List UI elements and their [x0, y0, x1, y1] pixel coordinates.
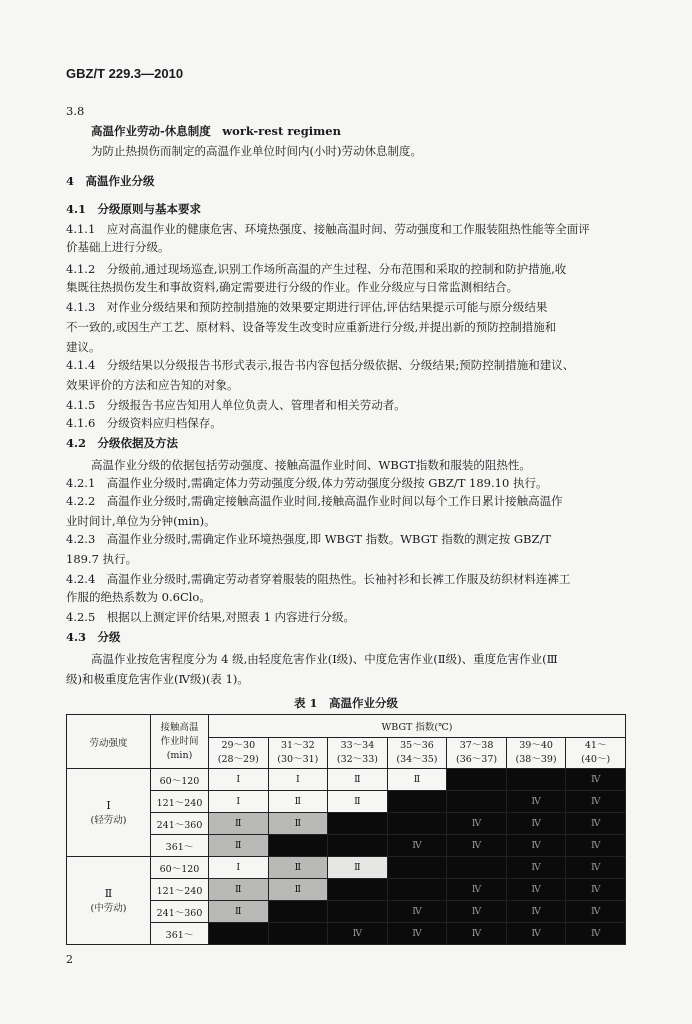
wbgt-range: 31～32: [281, 740, 315, 751]
text-line: 级)和极重度危害作业(Ⅳ级)(表 1)。: [66, 672, 249, 686]
grade-cell: Ⅳ: [387, 923, 447, 945]
table-caption: 表 1 高温作业分级: [293, 696, 398, 710]
grade-cell: [387, 857, 447, 879]
table-row: [67, 769, 626, 791]
grade-cell: Ⅳ: [447, 901, 507, 923]
page-number: 2: [66, 953, 73, 966]
grade-cell: Ⅱ: [328, 769, 388, 791]
grade-cell: Ⅳ: [447, 835, 507, 857]
header-exposure-time-line: 作业时间: [160, 735, 199, 747]
text-line: 不一致的,或因生产工艺、原材料、设备等发生改变时应重新进行分级,并提出新的预防控制措施和: [66, 320, 557, 334]
grade-cell: Ⅰ: [209, 857, 269, 879]
grade-cell: Ⅳ: [447, 923, 507, 945]
wbgt-range: 35～36: [400, 740, 434, 751]
text-line: 4.1 分级原则与基本要求: [66, 202, 202, 216]
text-line: 业时间计,单位为分钟(min)。: [66, 514, 216, 528]
text-line: 作服的绝热系数为 0.6Clo。: [66, 590, 211, 604]
wbgt-range-header: [328, 738, 388, 769]
wbgt-range-alt: (38～39): [515, 754, 557, 765]
table-row: [67, 813, 626, 835]
grade-cell: [387, 879, 447, 901]
labor-level: Ⅱ: [104, 887, 113, 900]
grade-cell: [268, 835, 328, 857]
exposure-time-cell: 361～: [151, 835, 209, 857]
text-line: 4.2.3 高温作业分级时,需确定作业环境热强度,即 WBGT 指数。WBGT 指数的测定按 GBZ/T: [66, 532, 552, 546]
text-line: 4 高温作业分级: [66, 174, 155, 188]
text-line: 高温作业按危害程度分为 4 级,由轻度危害作业(Ⅰ级)、中度危害作业(Ⅱ级)、重度危害作业(Ⅲ: [91, 652, 558, 666]
text-line: 价基础上进行分级。: [66, 240, 170, 254]
grade-cell: [328, 813, 388, 835]
wbgt-range-header: [506, 738, 566, 769]
wbgt-range: 37～38: [459, 740, 494, 751]
grade-cell: Ⅱ: [268, 879, 328, 901]
grade-cell: Ⅱ: [268, 791, 328, 813]
wbgt-range: 41～: [584, 740, 607, 751]
wbgt-range-alt: (36～37): [455, 754, 498, 765]
text-line: 4.2.2 高温作业分级时,需确定接触高温作业时间,接触高温作业时间以每个工作日累计接触高温作: [66, 494, 563, 508]
grade-cell: Ⅳ: [566, 879, 626, 901]
grade-cell: [447, 791, 507, 813]
grade-cell: Ⅰ: [209, 769, 269, 791]
table-row: [67, 901, 626, 923]
grade-cell: Ⅳ: [506, 835, 566, 857]
text-line: 189.7 执行。: [66, 552, 138, 566]
grade-cell: Ⅳ: [387, 901, 447, 923]
grade-cell: Ⅰ: [268, 769, 328, 791]
wbgt-range-alt: (30～31): [277, 754, 319, 765]
grade-cell: [447, 857, 507, 879]
table-header-row: [67, 715, 626, 738]
wbgt-range-header: [387, 738, 447, 769]
text-line: 高温作业劳动-休息制度 work-rest regimen: [91, 124, 341, 138]
labor-intensity-cell: [67, 769, 151, 857]
text-line: 4.1.2 分级前,通过现场巡查,识别工作场所高温的产生过程、分布范围和采取的控制和防护措施,收: [66, 262, 567, 276]
grade-cell: Ⅳ: [566, 857, 626, 879]
wbgt-range: 39～40: [519, 740, 553, 751]
wbgt-range: 29～30: [221, 740, 256, 751]
header-wbgt: WBGT 指数(℃): [209, 715, 626, 738]
grade-cell: Ⅳ: [387, 835, 447, 857]
text-line: 4.2.5 根据以上测定评价结果,对照表 1 内容进行分级。: [66, 610, 356, 624]
grade-cell: Ⅳ: [328, 923, 388, 945]
grade-cell: Ⅱ: [268, 813, 328, 835]
grade-cell: Ⅳ: [447, 879, 507, 901]
grade-cell: [268, 923, 328, 945]
text-line: 3.8: [66, 104, 85, 118]
wbgt-range-header: [566, 738, 626, 769]
grade-cell: Ⅱ: [328, 791, 388, 813]
wbgt-range-alt: (28～29): [217, 754, 259, 765]
table-row: [67, 879, 626, 901]
text-line: 4.1.5 分级报告书应告知用人单位负责人、管理者和相关劳动者。: [66, 398, 406, 412]
header-exposure-time-line: (min): [166, 749, 193, 761]
exposure-time-cell: 361～: [151, 923, 209, 945]
text-line: 建议。: [66, 340, 101, 354]
wbgt-range-header: [209, 738, 269, 769]
grade-cell: Ⅳ: [506, 857, 566, 879]
labor-note: (中劳动): [90, 903, 127, 914]
grade-cell: Ⅳ: [566, 835, 626, 857]
exposure-time-cell: 60～120: [151, 769, 209, 791]
grade-cell: Ⅰ: [209, 791, 269, 813]
grade-cell: [387, 791, 447, 813]
document-header: GBZ/T 229.3—2010: [66, 66, 184, 81]
exposure-time-cell: 60～120: [151, 857, 209, 879]
grade-cell: Ⅱ: [209, 879, 269, 901]
grade-cell: Ⅳ: [566, 923, 626, 945]
header-exposure-time-line: 接触高温: [160, 721, 199, 733]
table-row: [67, 791, 626, 813]
grade-cell: [268, 901, 328, 923]
grade-cell: Ⅱ: [268, 857, 328, 879]
wbgt-range: 33～34: [340, 740, 375, 751]
grade-cell: Ⅳ: [506, 813, 566, 835]
labor-note: (轻劳动): [90, 815, 127, 826]
text-line: 4.1.1 应对高温作业的健康危害、环境热强度、接触高温时间、劳动强度和工作服装阻热性能等全面评: [66, 222, 590, 236]
wbgt-range-alt: (32～33): [336, 754, 378, 765]
table-row: [67, 835, 626, 857]
wbgt-range-alt: (40～): [581, 754, 611, 765]
labor-level: Ⅰ: [106, 799, 111, 812]
text-line: 集既往热损伤发生和事故资料,确定需要进行分级的作业。作业分级应与日常监测相结合。: [66, 280, 519, 294]
grade-cell: [447, 769, 507, 791]
text-line: 4.1.4 分级结果以分级报告书形式表示,报告书内容包括分级依据、分级结果;预防控制措施和建议、: [66, 358, 575, 372]
wbgt-range-alt: (34～35): [396, 754, 438, 765]
text-line: 4.1.6 分级资料应归档保存。: [66, 416, 222, 430]
exposure-time-cell: 121～240: [151, 791, 209, 813]
table-row: [67, 923, 626, 945]
text-line: 4.2.1 高温作业分级时,需确定体力劳动强度分级,体力劳动强度分级按 GBZ/T 189.10 执行。: [66, 476, 548, 490]
exposure-time-cell: 241～360: [151, 813, 209, 835]
labor-intensity-cell: [67, 857, 151, 945]
text-line: 4.1.3 对作业分级结果和预防控制措施的效果要定期进行评估,评估结果提示可能与原分级结果: [66, 300, 548, 314]
text-line: 4.2.4 高温作业分级时,需确定劳动者穿着服装的阻热性。长袖衬衫和长裤工作服及纺织材料连裤工: [66, 572, 571, 586]
grade-cell: Ⅱ: [209, 835, 269, 857]
grade-cell: Ⅳ: [506, 879, 566, 901]
header-exposure-time: [151, 715, 209, 769]
text-line: 4.3 分级: [66, 630, 121, 644]
text-line: 为防止热损伤而制定的高温作业单位时间内(小时)劳动休息制度。: [91, 144, 422, 158]
grade-cell: [506, 769, 566, 791]
text-line: 效果评价的方法和应告知的对象。: [66, 378, 239, 392]
grade-cell: Ⅳ: [506, 901, 566, 923]
grade-cell: Ⅳ: [566, 769, 626, 791]
exposure-time-cell: 121～240: [151, 879, 209, 901]
grade-cell: Ⅱ: [328, 857, 388, 879]
text-line: 4.2 分级依据及方法: [66, 436, 179, 450]
grade-cell: Ⅱ: [387, 769, 447, 791]
grade-cell: Ⅳ: [566, 813, 626, 835]
wbgt-range-header: [268, 738, 328, 769]
grade-cell: Ⅳ: [506, 923, 566, 945]
grading-table: [66, 714, 626, 945]
grade-cell: Ⅱ: [209, 813, 269, 835]
wbgt-range-header: [447, 738, 507, 769]
grade-cell: [209, 923, 269, 945]
text-line: 高温作业分级的依据包括劳动强度、接触高温作业时间、WBGT指数和服装的阻热性。: [91, 458, 531, 472]
header-labor-intensity: 劳动强度: [67, 715, 151, 769]
table-row: [67, 857, 626, 879]
grade-cell: Ⅳ: [566, 791, 626, 813]
grade-cell: Ⅱ: [209, 901, 269, 923]
grade-cell: [328, 835, 388, 857]
grade-cell: [328, 901, 388, 923]
exposure-time-cell: 241～360: [151, 901, 209, 923]
grade-cell: [387, 813, 447, 835]
grade-cell: [328, 879, 388, 901]
grade-cell: Ⅳ: [506, 791, 566, 813]
grade-cell: Ⅳ: [566, 901, 626, 923]
grade-cell: Ⅳ: [447, 813, 507, 835]
